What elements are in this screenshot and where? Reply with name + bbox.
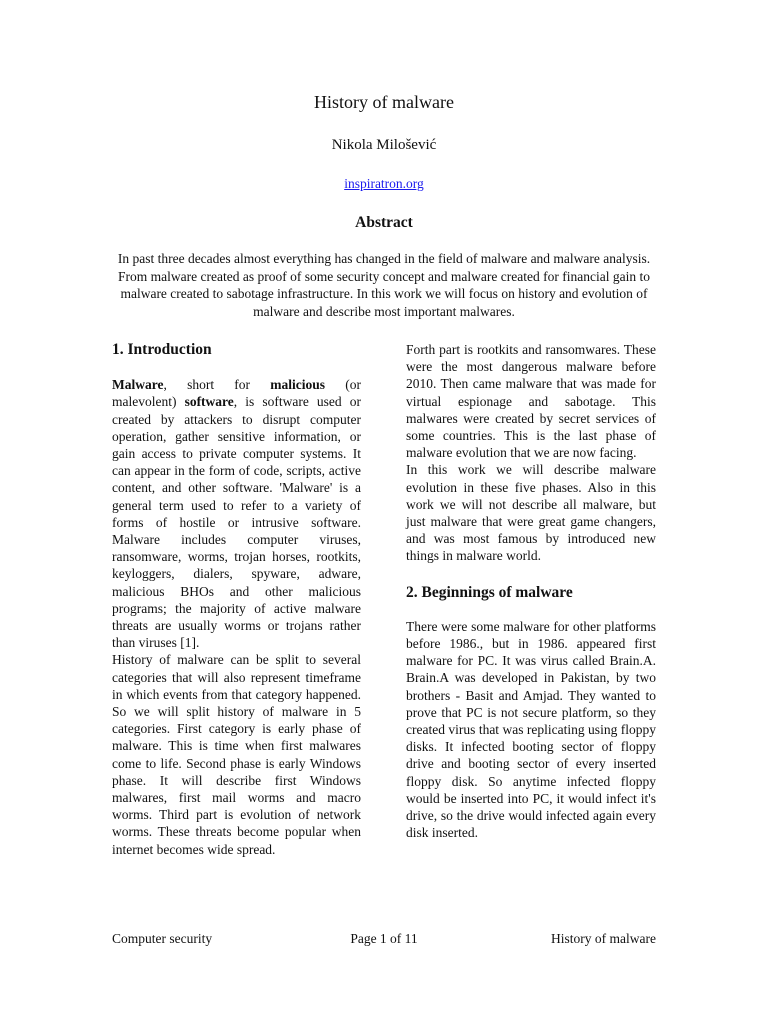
- abstract-heading: Abstract: [355, 214, 413, 231]
- intro-text-a: , short for: [163, 377, 271, 393]
- footer-left: Computer security: [112, 931, 213, 946]
- term-malicious: malicious: [270, 377, 326, 393]
- website-link[interactable]: inspiratron.org: [344, 176, 424, 191]
- section-heading-introduction: 1. Introduction: [112, 341, 212, 358]
- author-name: Nikola Milošević: [331, 137, 437, 153]
- intro-paragraph-4: In this work we will describe malware evolution in these five phases. Also in this work we will not describe all malware, but just malware that were great game changers, and was most famous by introduced new things in malware world.: [406, 462, 656, 564]
- intro-paragraph-2: History of malware can be split to several categories that will also represent timeframe in which events from that category happened. So we will split history of malware in 5 categories. First category is early phase of malware. This is time when first malwares come to life. Second phase is early Windows phase. It will describe first Windows malwares, first mail worms and macro worms. Third part is evolution of network worms. These threats become popular when internet becomes wide spread.: [112, 652, 361, 857]
- section-heading-beginnings: 2. Beginnings of malware: [406, 583, 573, 601]
- term-malware: Malware: [112, 377, 164, 393]
- left-column: [112, 340, 361, 858]
- beginnings-paragraph-1: There were some malware for other platforms before 1986., but in 1986. appeared first malware for PC. It was virus called Brain.A. Brain.A was developed in Pakistan, by two brothers - Basit and Amjad. They wanted to prove that PC is not secure platform, so they created virus that was replicating using floppy disks. It infected booting sector of floppy drive and booting sector of every inserted floppy disk. So anytime infected floppy would be inserted into PC, it would infect it's drive, so the drive would infected again every disk inserted.: [406, 618, 656, 841]
- intro-paragraph-1: [112, 376, 361, 651]
- abstract-text: In past three decades almost everything has changed in the field of malware and malware analysis. From malware created as proof of some security concept and malware created for financial gain to malware created to sabotage infrastructure. In this work we will focus on history and evolution of malware and describe most important malwares.: [117, 251, 651, 319]
- term-software: software: [184, 394, 234, 410]
- right-column: [406, 341, 656, 841]
- intro-text-b: (or malevolent): [112, 377, 361, 410]
- intro-paragraph-3: Forth part is rootkits and ransomwares. These were the most dangerous malware before 2010. Then came malware that was made for virtual espionage and sabotage. This malwares were created by secret services of some countries. This is the last phase of malware evolution that we are now facing.: [406, 342, 656, 461]
- intro-text-c: , is software used or created by attackers to disrupt computer operation, gather sensitive information, or gain access to private computer systems. It can appear in the form of code, scripts, active content, and other software. 'Malware' is a general term used to refer to a variety of forms of hostile or intrusive software. Malware includes computer viruses, ransomware, worms, trojan horses, rootkits, keyloggers, dialers, spyware, adware, malicious BHOs and other malicious programs; the majority of active malware threats are usually worms or trojans rather than viruses [1].: [112, 394, 361, 651]
- footer-page-number: Page 1 of 11: [350, 931, 418, 946]
- website: [0, 176, 768, 192]
- footer-right: History of malware: [551, 931, 656, 946]
- paper-title: History of malware: [314, 92, 454, 112]
